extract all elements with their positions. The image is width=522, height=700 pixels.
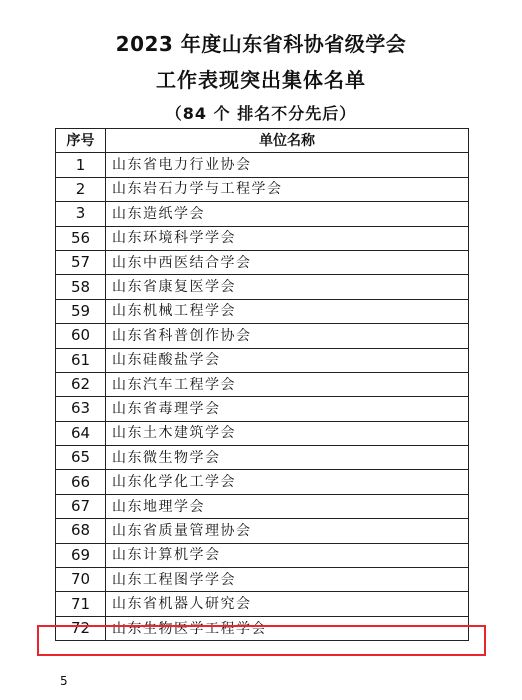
row-org-name: 山东省科普创作协会 <box>106 324 469 348</box>
document-title-line1: 2023 年度山东省科协省级学会 <box>115 32 407 56</box>
row-org-name: 山东汽车工程学会 <box>106 372 469 396</box>
row-number: 72 <box>56 616 106 640</box>
page-number: 5 <box>60 674 68 688</box>
organization-table <box>55 128 469 641</box>
highlight-box <box>37 625 486 656</box>
row-org-name: 山东生物医学工程学会 <box>106 616 469 640</box>
row-number: 68 <box>56 519 106 543</box>
table-row <box>56 324 469 348</box>
row-org-name: 山东省康复医学会 <box>106 275 469 299</box>
row-number: 62 <box>56 372 106 396</box>
row-org-name: 山东工程图学学会 <box>106 568 469 592</box>
header-serial-number: 序号 <box>56 129 106 153</box>
table-row <box>56 153 469 177</box>
row-org-name: 山东省机器人研究会 <box>106 592 469 616</box>
table-row <box>56 397 469 421</box>
row-org-name: 山东机械工程学会 <box>106 299 469 323</box>
table-row <box>56 202 469 226</box>
row-org-name: 山东岩石力学与工程学会 <box>106 177 469 201</box>
row-number: 3 <box>56 202 106 226</box>
row-org-name: 山东环境科学学会 <box>106 226 469 250</box>
row-number: 61 <box>56 348 106 372</box>
row-number: 67 <box>56 494 106 518</box>
row-number: 65 <box>56 446 106 470</box>
row-number: 59 <box>56 299 106 323</box>
row-number: 71 <box>56 592 106 616</box>
row-org-name: 山东省质量管理协会 <box>106 519 469 543</box>
row-number: 57 <box>56 250 106 274</box>
row-number: 1 <box>56 153 106 177</box>
table-row <box>56 494 469 518</box>
header-organization-name: 单位名称 <box>106 129 469 153</box>
row-number: 64 <box>56 421 106 445</box>
table-row <box>56 299 469 323</box>
table-row <box>56 592 469 616</box>
row-org-name: 山东造纸学会 <box>106 202 469 226</box>
row-number: 70 <box>56 568 106 592</box>
table-row <box>56 177 469 201</box>
row-org-name: 山东省毒理学会 <box>106 397 469 421</box>
table-row <box>56 275 469 299</box>
table-row <box>56 568 469 592</box>
row-number: 58 <box>56 275 106 299</box>
table-row <box>56 250 469 274</box>
table-row <box>56 470 469 494</box>
row-number: 63 <box>56 397 106 421</box>
row-number: 66 <box>56 470 106 494</box>
row-org-name: 山东化学化工学会 <box>106 470 469 494</box>
table-row <box>56 446 469 470</box>
table-row <box>56 421 469 445</box>
table-header-row <box>56 129 469 153</box>
row-org-name: 山东土木建筑学会 <box>106 421 469 445</box>
row-org-name: 山东中西医结合学会 <box>106 250 469 274</box>
row-org-name: 山东地理学会 <box>106 494 469 518</box>
table-row <box>56 519 469 543</box>
row-org-name: 山东硅酸盐学会 <box>106 348 469 372</box>
row-number: 69 <box>56 543 106 567</box>
row-org-name: 山东省电力行业协会 <box>106 153 469 177</box>
table-row <box>56 348 469 372</box>
table-row <box>56 372 469 396</box>
row-number: 60 <box>56 324 106 348</box>
document-title-line2: 工作表现突出集体名单 <box>156 68 366 92</box>
row-number: 2 <box>56 177 106 201</box>
document-subtitle: （84 个 排名不分先后） <box>165 104 357 123</box>
table-row <box>56 226 469 250</box>
row-org-name: 山东计算机学会 <box>106 543 469 567</box>
row-number: 56 <box>56 226 106 250</box>
table-row <box>56 543 469 567</box>
row-org-name: 山东微生物学会 <box>106 446 469 470</box>
